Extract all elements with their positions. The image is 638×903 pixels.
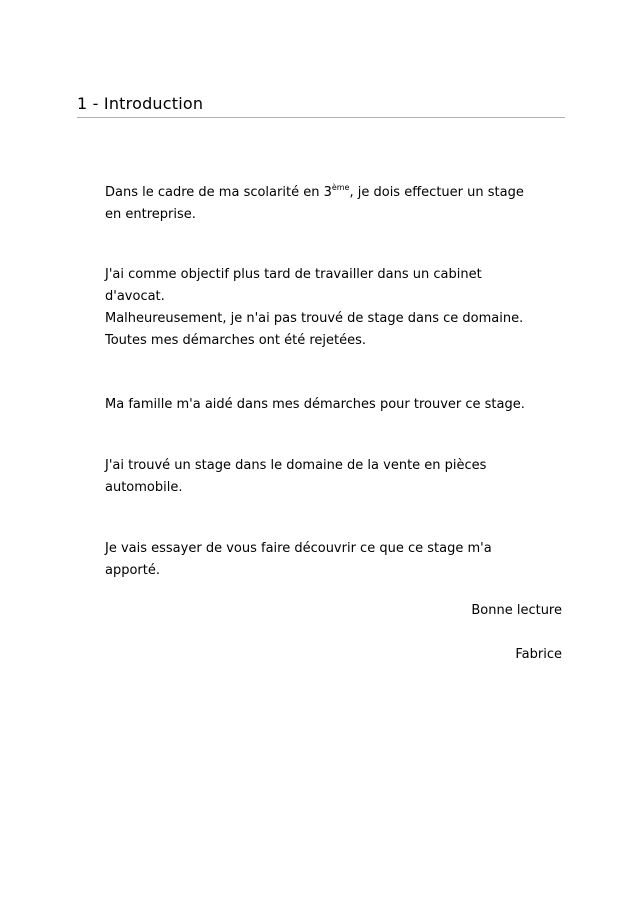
section-title: 1 - Introduction bbox=[77, 94, 204, 113]
section-heading bbox=[77, 93, 565, 118]
paragraph-line: Dans le cadre de ma scolarité en 3ème, je dois effectuer un stage bbox=[105, 183, 524, 200]
paragraph-line: Je vais essayer de vous faire découvrir ce que ce stage m'a bbox=[105, 541, 492, 556]
signature: Fabrice bbox=[515, 647, 562, 662]
paragraph-purpose bbox=[105, 538, 570, 582]
ordinal-superscript: ème bbox=[331, 183, 350, 192]
paragraph-line: apporté. bbox=[105, 563, 160, 578]
paragraph-internship-found bbox=[105, 455, 570, 499]
paragraph-line: J'ai trouvé un stage dans le domaine de la vente en pièces bbox=[105, 458, 487, 473]
paragraph-line: automobile. bbox=[105, 480, 183, 495]
paragraph-family-help bbox=[105, 394, 570, 416]
paragraph-line: Ma famille m'a aidé dans mes démarches pour trouver ce stage. bbox=[105, 397, 525, 412]
paragraph-line: Malheureusement, je n'ai pas trouvé de stage dans ce domaine. bbox=[105, 311, 524, 326]
paragraph-line: d'avocat. bbox=[105, 289, 165, 304]
paragraph-line: J'ai comme objectif plus tard de travailler dans un cabinet bbox=[105, 267, 482, 282]
paragraph-line: Toutes mes démarches ont été rejetées. bbox=[105, 333, 367, 348]
paragraph-line: en entreprise. bbox=[105, 207, 196, 222]
paragraph-school-context bbox=[105, 182, 570, 226]
closing-greeting: Bonne lecture bbox=[471, 603, 562, 618]
paragraph-objective bbox=[105, 264, 570, 352]
